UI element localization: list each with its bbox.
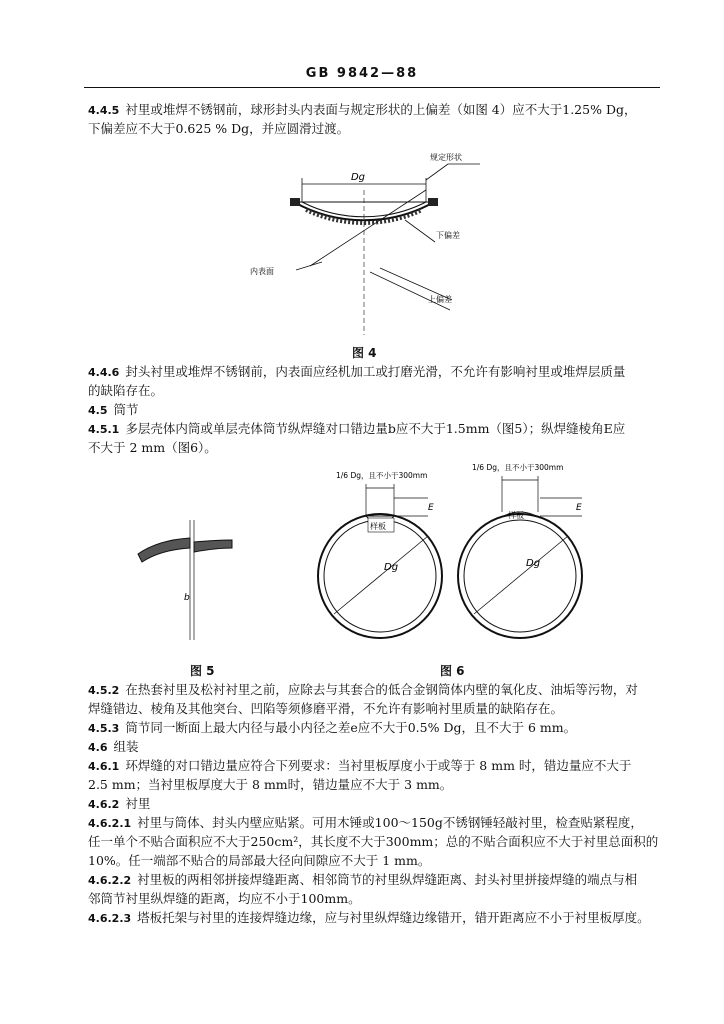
section-number: 4.6	[88, 741, 108, 754]
figure-6-diagram	[300, 458, 600, 658]
inner-surface-leader	[296, 262, 322, 270]
section-number: 4.6.2.1	[88, 817, 132, 830]
right-dg-label: Dg	[526, 558, 541, 569]
section-number: 4.5.2	[88, 684, 120, 697]
left-plate-label: 样板	[370, 522, 386, 531]
para-text: 塔板托架与衬里的连接焊缝边缘，应与衬里纵焊缝边缘错开，错开距离应不小于衬里板厚度。	[137, 910, 650, 925]
figure-5-caption: 图 5	[190, 664, 215, 678]
radius-line	[310, 190, 426, 266]
figure-4-caption: 图 4	[352, 346, 377, 360]
para-4-6-1-line1	[88, 756, 662, 776]
section-number: 4.6.2.2	[88, 874, 132, 887]
para-4-4-6-line1	[88, 362, 662, 382]
page-header: GB 9842—88	[305, 66, 419, 81]
heading-4-6	[88, 737, 662, 757]
para-4-6-2-3	[88, 908, 662, 928]
para-4-5-3	[88, 718, 662, 738]
right-plate	[194, 540, 232, 552]
para-4-5-1-line2: 不大于 2 mm（图6）。	[88, 440, 217, 455]
para-4-4-5-line2: 下偏差应不大于0.625 % Dg，并应圆滑过渡。	[88, 121, 350, 136]
figure-5-diagram	[128, 500, 238, 640]
lower-dev-label: 下偏差	[436, 231, 460, 240]
left-dg-line	[334, 536, 428, 614]
para-text: 衬里板的两相邻拼接焊缝距离、相邻筒节的衬里纵焊缝距离、封头衬里拼接焊缝的端点与相	[137, 872, 638, 887]
para-4-4-6-line2: 的缺陷存在。	[88, 383, 164, 398]
heading-text: 组装	[113, 739, 139, 754]
para-4-6-2-1-line3: 10%。任一端部不贴合的局部最大径向间隙应不大于 1 mm。	[88, 853, 431, 868]
section-number: 4.4.6	[88, 366, 120, 379]
para-text: 衬里与筒体、封头内壁应贴紧。可用木锤或100～150g不锈钢锤轻敲衬里，检查贴紧程度，	[137, 815, 643, 830]
spec-shape-label: 规定形状	[430, 153, 462, 162]
para-4-6-2-2-line1	[88, 870, 662, 890]
figure-4-diagram	[230, 150, 490, 340]
inner-surface-label: 内表面	[250, 267, 274, 276]
figure-6-caption: 图 6	[440, 664, 465, 678]
section-number: 4.6.2	[88, 798, 120, 811]
left-plate	[138, 538, 190, 562]
para-4-6-2-1-line1	[88, 813, 662, 833]
section-number: 4.5.1	[88, 423, 120, 436]
left-dim-label: 1/6 Dg，且不小于300mm	[336, 471, 428, 480]
upper-dev-leader	[370, 272, 450, 310]
para-4-5-2-line1	[88, 680, 662, 700]
right-plate-label: 样板	[508, 511, 524, 520]
para-4-5-1-line1	[88, 419, 662, 439]
right-e-label: E	[576, 503, 582, 513]
right-lip	[428, 198, 438, 206]
right-dg-line	[474, 536, 568, 614]
para-text: 多层壳体内筒或单层壳体筒节纵焊缝对口错边量b应不大于1.5mm（图5）；纵焊缝棱角E应	[125, 421, 626, 436]
header-rule	[84, 87, 660, 88]
para-4-4-5-line1	[88, 100, 662, 120]
section-number: 4.4.5	[88, 104, 120, 117]
heading-text: 筒节	[113, 402, 139, 417]
para-text: 环焊缝的对口错边量应符合下列要求：当衬里板厚度小于或等于 8 mm 时，错边量应不大于	[125, 758, 632, 773]
heading-text: 衬里	[125, 796, 151, 811]
left-lip	[290, 198, 300, 206]
section-number: 4.5.3	[88, 722, 120, 735]
para-text: 筒节同一断面上最大内径与最小内径之差e应不大于0.5% Dg，且不大于 6 mm。	[125, 720, 577, 735]
para-4-6-1-line2: 2.5 mm；当衬里板厚度大于 8 mm时，错边量应不大于 3 mm。	[88, 777, 453, 792]
lower-dev-leader	[405, 220, 435, 242]
para-text: 封头衬里或堆焊不锈钢前，内表面应经机加工或打磨光滑，不允许有影响衬里或堆焊层质量	[125, 364, 626, 379]
spec-shape-leader	[426, 164, 448, 180]
heading-4-5	[88, 400, 662, 420]
left-e-label: E	[428, 503, 434, 513]
section-number: 4.5	[88, 404, 108, 417]
upper-dev-label: 上偏差	[428, 295, 452, 304]
b-label: b	[184, 593, 190, 603]
para-text: 在热套衬里及松衬衬里之前，应除去与其套合的低合金钢筒体内壁的氧化皮、油垢等污物，对	[125, 682, 638, 697]
right-dim-label: 1/6 Dg，且不小于300mm	[472, 463, 564, 472]
para-4-5-2-line2: 焊缝错边、棱角及其他突台、凹陷等须修磨平滑，不允许有影响衬里质量的缺陷存在。	[88, 701, 564, 716]
section-number: 4.6.1	[88, 760, 120, 773]
para-text: 衬里或堆焊不锈钢前，球形封头内表面与规定形状的上偏差（如图 4）应不大于1.25% Dg，	[125, 102, 637, 117]
para-4-6-2-1-line2: 任一单个不贴合面积应不大于250cm²，其长度不大于300mm；总的不贴合面积应不大于衬里总面积的	[88, 834, 659, 849]
dg-label: Dg	[350, 172, 366, 183]
heading-4-6-2	[88, 794, 662, 814]
para-4-6-2-2-line2: 邻筒节衬里纵焊缝的距离，均应不小于100mm。	[88, 891, 361, 906]
section-number: 4.6.2.3	[88, 912, 132, 925]
left-dg-label: Dg	[384, 562, 399, 573]
